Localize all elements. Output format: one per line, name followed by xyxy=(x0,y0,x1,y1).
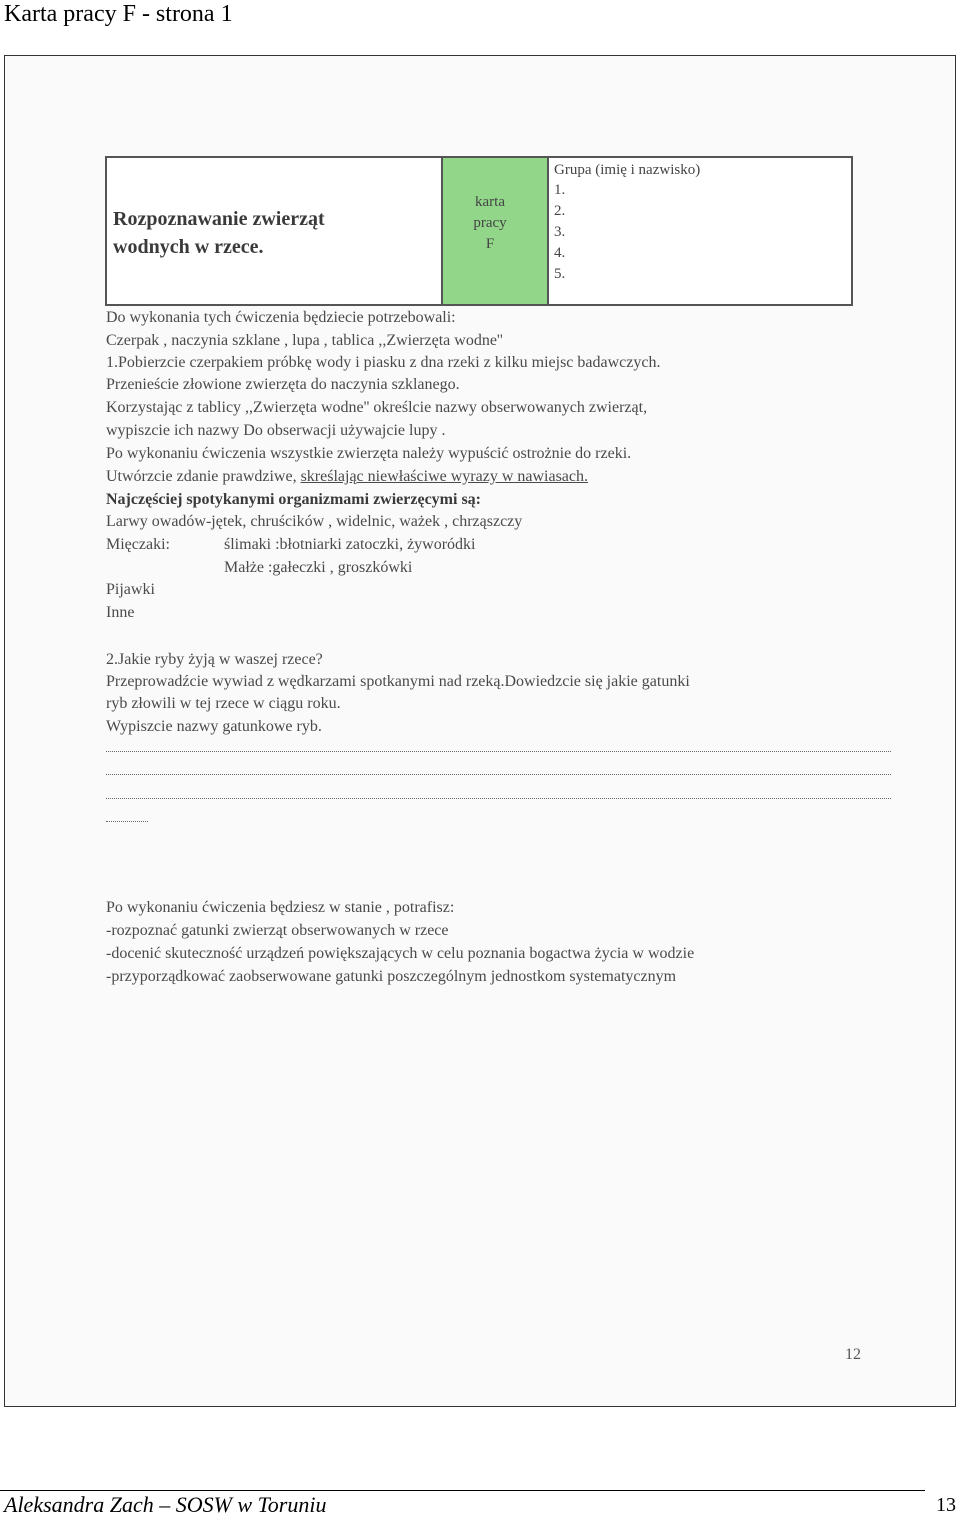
body-line: ślimaki :błotniarki zatoczki, żyworódki xyxy=(224,536,476,553)
group-cell xyxy=(549,158,851,304)
body-line: Małże :gałeczki , groszkówki xyxy=(224,559,413,576)
answer-line xyxy=(106,821,148,822)
worksheet-title-line1: Rozpoznawanie zwierząt xyxy=(113,208,325,230)
body-line-bold: Najczęściej spotykanymi organizmami zwierzęcymi są: xyxy=(106,491,481,508)
worksheet-label-line1: karta xyxy=(475,194,505,210)
body-line: Po wykonaniu ćwiczenia będziesz w stanie , potrafisz: xyxy=(106,899,455,916)
body-line: Czerpak , naczynia szklane , lupa , tablica ,,Zwierzęta wodne'' xyxy=(106,332,503,349)
body-line: -przyporządkować zaobserwowane gatunki poszczególnym jednostkom systematycznym xyxy=(106,968,677,985)
header-table xyxy=(105,156,853,306)
worksheet-label-cell xyxy=(443,158,549,304)
document-title: Karta pracy F - strona 1 xyxy=(4,1,233,27)
footer-page-number: 13 xyxy=(936,1494,956,1516)
body-line: 1.Pobierzcie czerpakiem próbkę wody i piasku z dna rzeki z kilku miejsc badawczych. xyxy=(106,354,661,371)
body-line: Korzystając z tablicy ,,Zwierzęta wodne'' określcie nazwy obserwowanych zwierząt, xyxy=(106,399,648,416)
answer-line xyxy=(106,774,891,775)
body-line: -docenić skuteczność urządzeń powiększających w celu poznania bogactwa życia w wodzie xyxy=(106,945,695,962)
body-line: Mięczaki: xyxy=(106,536,170,553)
body-line: ryb złowili w tej rzece w ciągu roku. xyxy=(106,695,341,712)
body-line: Przeprowadźcie wywiad z wędkarzami spotkanymi nad rzeką.Dowiedzcie się jakie gatunki xyxy=(106,673,690,690)
group-label: Grupa (imię i nazwisko) xyxy=(554,162,701,178)
body-line: -rozpoznać gatunki zwierząt obserwowanych w rzece xyxy=(106,922,449,939)
title-cell xyxy=(107,158,443,304)
body-line: Po wykonaniu ćwiczenia wszystkie zwierzęta należy wypuścić ostrożnie do rzeki. xyxy=(106,445,632,462)
body-line-underlined: skreślając niewłaściwe wyrazy w nawiasach. xyxy=(300,468,589,485)
group-item: 5. xyxy=(554,266,566,282)
footer-divider xyxy=(0,1490,925,1491)
group-item: 2. xyxy=(554,203,566,219)
body-line: Pijawki xyxy=(106,581,155,598)
body-line: 2.Jakie ryby żyją w waszej rzece? xyxy=(106,651,323,668)
worksheet-label-line3: F xyxy=(485,236,495,252)
worksheet-label-line2: pracy xyxy=(473,215,507,231)
group-item: 1. xyxy=(554,182,566,198)
body-line xyxy=(106,467,588,487)
scanned-page xyxy=(4,55,956,1407)
body-line: Przenieście złowione zwierzęta do naczynia szklanego. xyxy=(106,376,460,393)
group-item: 3. xyxy=(554,224,566,240)
scan-page-number: 12 xyxy=(845,1346,861,1363)
body-line: Wypiszcie nazwy gatunkowe ryb. xyxy=(106,718,322,735)
body-line: Larwy owadów-jętek, chruścików , widelnic, ważek , chrząszczy xyxy=(106,513,523,530)
body-line-part: Utwórzcie zdanie prawdziwe, xyxy=(106,468,301,485)
body-line: Do wykonania tych ćwiczenia będziecie potrzebowali: xyxy=(106,309,456,326)
group-item: 4. xyxy=(554,245,566,261)
body-line: wypiszcie ich nazwy Do obserwacji używajcie lupy . xyxy=(106,422,446,439)
body-line: Inne xyxy=(106,604,135,621)
answer-line xyxy=(106,798,891,799)
worksheet-title-line2: wodnych w rzece. xyxy=(113,236,264,258)
answer-line xyxy=(106,751,891,752)
footer-author: Aleksandra Zach – SOSW w Toruniu xyxy=(4,1492,327,1517)
